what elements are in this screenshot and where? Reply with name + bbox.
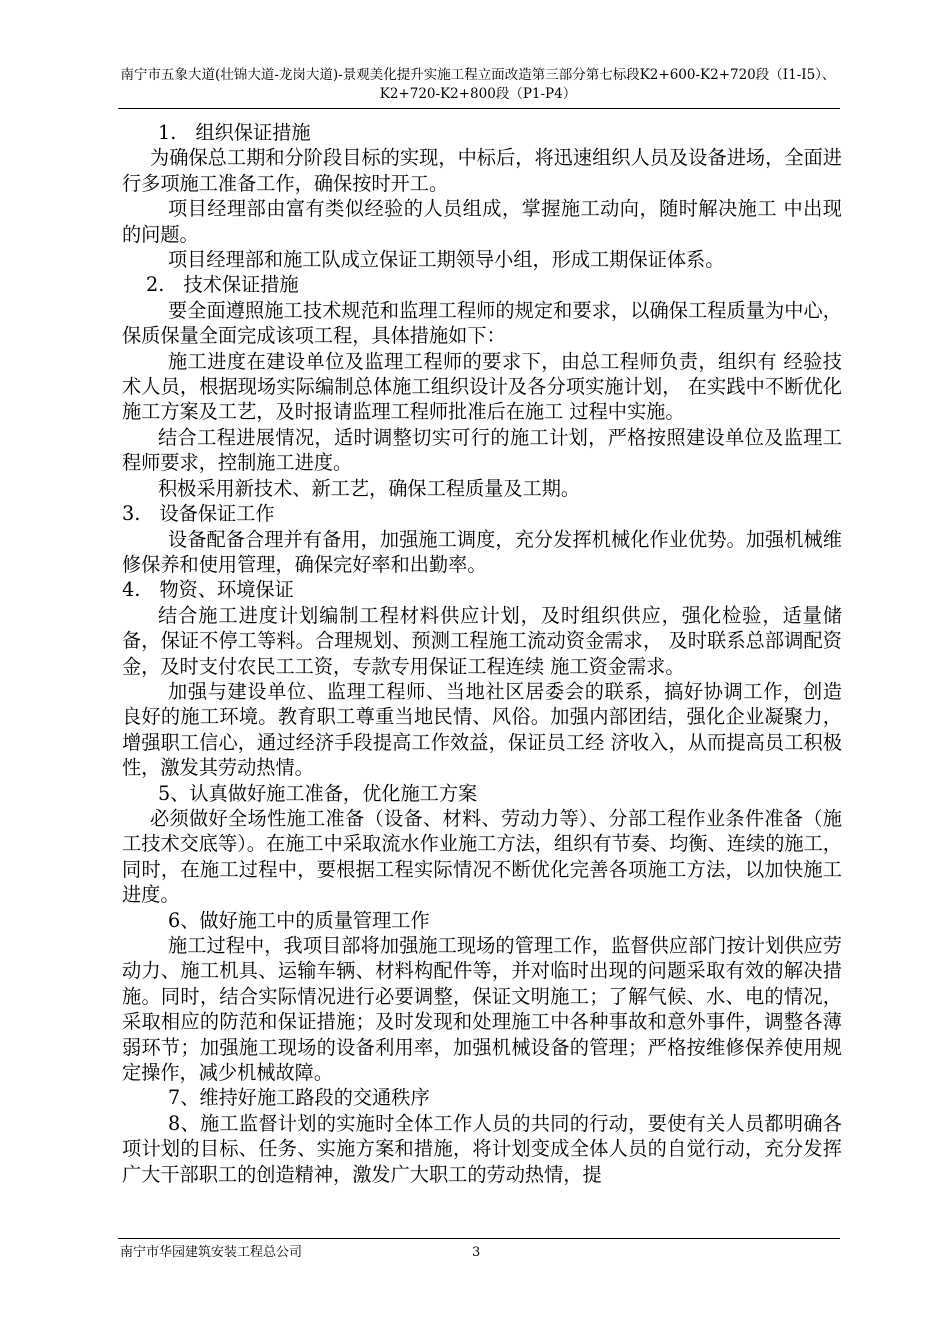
footer-divider: [118, 1238, 840, 1239]
page-number: 3: [472, 1245, 481, 1260]
header-divider: [118, 108, 840, 109]
paragraph: 加强与建设单位、监理工程师、当地社区居委会的联系，搞好协调工作，创造 良好的施工环境。教育职工尊重当地民情、风俗。加强内部团结，强化企业凝聚力，增强职工信心，通过经济手段提高工作效益，保证员工经 济收入，从而提高员工积极性，激发其劳动热情。: [122, 679, 842, 780]
paragraph: 结合工程进展情况，适时调整切实可行的施工计划，严格按照建设单位及监理工程师要求，控制施工进度。: [122, 425, 842, 475]
paragraph: 要全面遵照施工技术规范和监理工程师的规定和要求，以确保工程质量为中心，保质保量全面完成该项工程，具体措施如下：: [122, 298, 842, 348]
heading-technical: 2. 技术保证措施: [146, 273, 299, 297]
paragraph: 设备配备合理并有备用，加强施工调度，充分发挥机械化作业优势。加强机械维修保养和使用管理，确保完好率和出勤率。: [122, 527, 842, 576]
document-body: [122, 120, 842, 1187]
paragraph: 施工过程中，我项目部将加强施工现场的管理工作，监督供应部门按计划供应劳动力、施工机具、运输车辆、材料构配件等，并对临时出现的问题采取有效的解决措施。同时，结合实际情况进行必要调整，保证文明施工；了解气候、水、电的情况，采取相应的防范和保证措施；及时发现和处理施工中各种事故和意外事件，调整各薄弱环节；加强施工现场的设备利用率，加强机械设备的管理；严格按维修保养使用规定操作，减少机械故障。: [122, 934, 842, 1085]
paragraph: 项目经理部由富有类似经验的人员组成，掌握施工动向，随时解决施工 中出现的问题。: [122, 197, 842, 246]
paragraph: 项目经理部和施工队成立保证工期领导小组，形成工期保证体系。: [168, 248, 725, 272]
paragraph: 8、施工监督计划的实施时全体工作人员的共同的行动，要使有关人员都明确各项计划的目标、任务、实施方案和措施，将计划变成全体人员的自觉行动，充分发挥广大干部职工的创造精神，激发广大职工的劳动热情，提: [122, 1111, 842, 1186]
heading-preparation: 5、认真做好施工准备，优化施工方案: [158, 781, 478, 805]
heading-quality: 6、做好施工中的质量管理工作: [168, 908, 430, 932]
paragraph: 施工进度在建设单位及监理工程师的要求下，由总工程师负责，组织有 经验技术人员，根据现场实际编制总体施工组织设计及各分项实施计划， 在实践中不断优化施工方案及工艺，及时报请监理工程师批准后在施工 过程中实施。: [122, 349, 842, 424]
heading-equipment: 3. 设备保证工作: [122, 502, 275, 526]
heading-organization: 1. 组织保证措施: [158, 121, 311, 144]
paragraph: 必须做好全场性施工准备（设备、材料、劳动力等）、分部工程作业条件准备（施工技术交底等）。在施工中采取流水作业施工方法，组织有节奏、均衡、连续的施工，同时，在施工过程中，要根据工程实际情况不断优化完善各项施工方法，以加快施工进度。: [122, 806, 842, 907]
heading-traffic: 7、维持好施工路段的交通秩序: [168, 1086, 430, 1110]
paragraph: 为确保总工期和分阶段目标的实现，中标后，将迅速组织人员及设备进场，全面进行多项施工准备工作，确保按时开工。: [122, 146, 842, 195]
page-header-title: 南宁市五象大道(壮锦大道-龙岗大道)-景观美化提升实施工程立面改造第三部分第七标段K2+600-K2+720段（I1-I5）、K2+720-K2+800段（P1-P4）: [120, 67, 836, 102]
footer-company-name: 南宁市华园建筑安装工程总公司: [120, 1245, 303, 1260]
paragraph: 结合施工进度计划编制工程材料供应计划，及时组织供应，强化检验，适量储备，保证不停工等料。合理规划、预测工程施工流动资金需求， 及时联系总部调配资金，及时支付农民工工资，专款专用保证工程连续 施工资金需求。: [122, 603, 842, 678]
heading-materials: 4. 物资、环境保证: [122, 578, 294, 602]
paragraph: 积极采用新技术、新工艺，确保工程质量及工期。: [158, 476, 581, 500]
